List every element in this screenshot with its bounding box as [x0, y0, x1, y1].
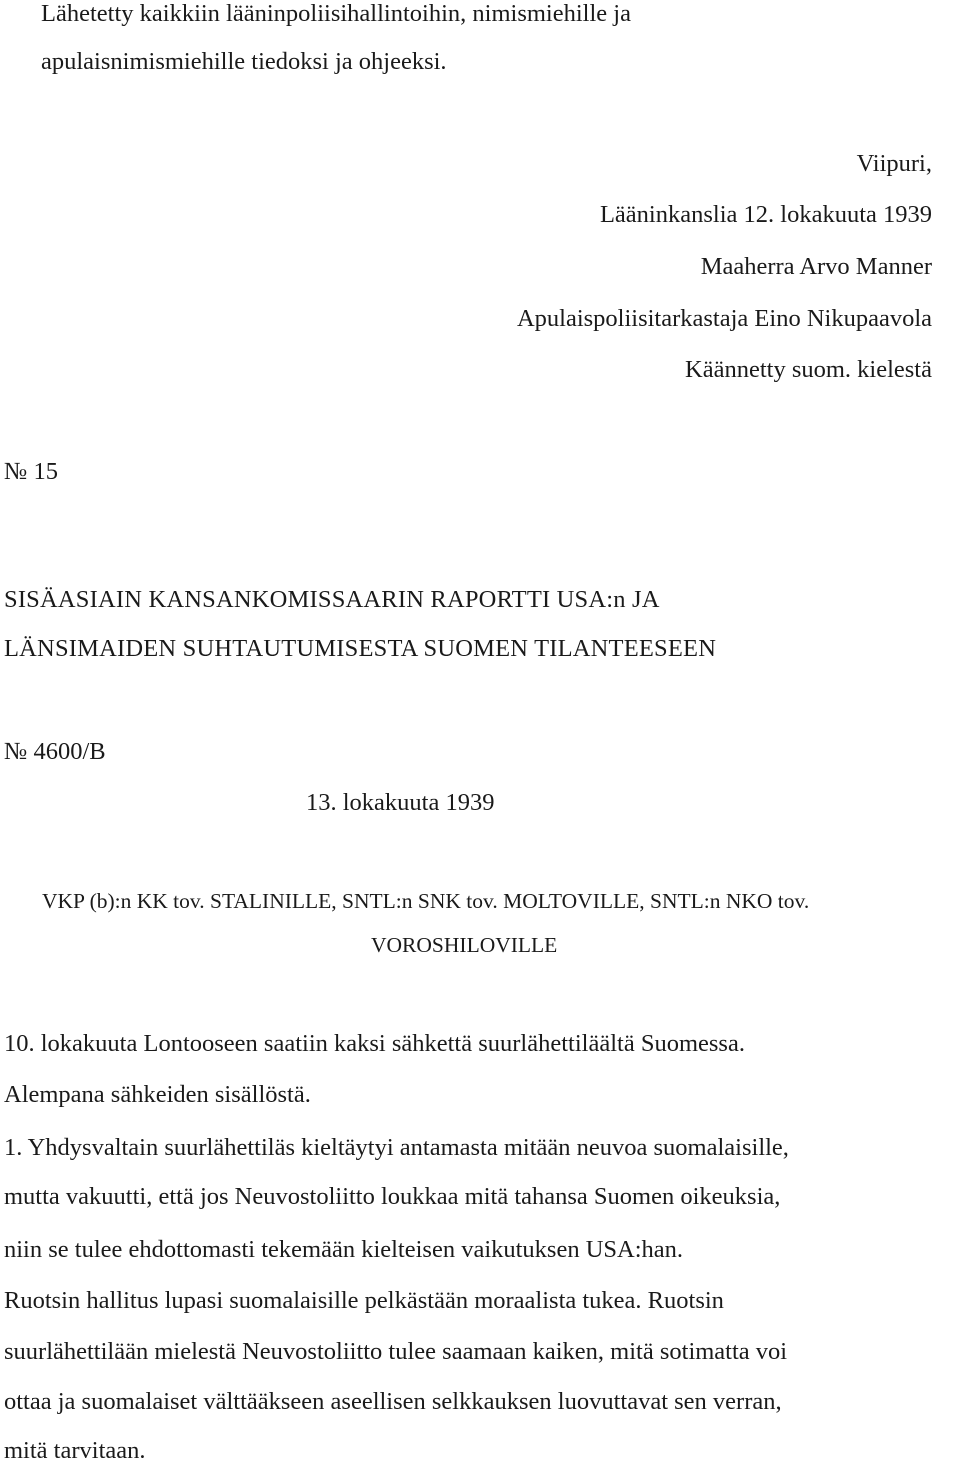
- paragraph-2-line-1: 1. Yhdysvaltain suurlähettiläs kieltäytyi antamasta mitään neuvoa suomalaisille,: [4, 1134, 789, 1161]
- paragraph-1-line-2: Alempana sähkeiden sisällöstä.: [4, 1081, 311, 1108]
- paragraph-2-line-5: suurlähettilään mielestä Neuvostoliitto tulee saamaan kaiken, mitä sotimatta voi: [4, 1338, 788, 1365]
- document-title-line-2: LÄNSIMAIDEN SUHTAUTUMISESTA SUOMEN TILANTEESEEN: [4, 635, 717, 662]
- paragraph-2-line-3: niin se tulee ehdottomasti tekemään kielteisen vaikutuksen USA:han.: [4, 1236, 684, 1263]
- signature-place: Viipuri,: [856, 150, 932, 177]
- signature-inspector: Apulaispoliisitarkastaja Eino Nikupaavola: [516, 305, 932, 332]
- address-line-1: VKP (b):n KK tov. STALINILLE, SNTL:n SNK tov. MOLTOVILLE, SNTL:n NKO tov.: [42, 889, 810, 913]
- signature-governor: Maaherra Arvo Manner: [700, 253, 932, 280]
- document-title-line-1: SISÄASIAIN KANSANKOMISSAARIN RAPORTTI USA:n JA: [4, 586, 660, 613]
- reference-number: № 4600/B: [4, 738, 106, 765]
- signature-office-date: Lääninkanslia 12. lokakuuta 1939: [599, 201, 932, 228]
- intro-line-1: Lähetetty kaikkiin lääninpoliisihallintoihin, nimismiehille ja: [41, 0, 631, 27]
- document-number: № 15: [4, 458, 59, 485]
- paragraph-1-line-1: 10. lokakuuta Lontooseen saatiin kaksi sähkettä suurlähettiläältä Suomessa.: [4, 1030, 745, 1057]
- intro-line-2: apulaisnimismiehille tiedoksi ja ohjeeksi.: [41, 48, 447, 75]
- paragraph-2-line-2: mutta vakuutti, että jos Neuvostoliitto loukkaa mitä tahansa Suomen oikeuksia,: [4, 1183, 781, 1210]
- paragraph-2-line-6: ottaa ja suomalaiset välttääkseen aseellisen selkkauksen luovuttavat sen verran,: [4, 1388, 782, 1415]
- signature-translated: Käännetty suom. kielestä: [685, 356, 932, 383]
- document-date: 13. lokakuuta 1939: [306, 789, 495, 816]
- paragraph-2-line-7: mitä tarvitaan.: [4, 1437, 146, 1464]
- address-line-2: VOROSHILOVILLE: [371, 933, 558, 957]
- paragraph-2-line-4: Ruotsin hallitus lupasi suomalaisille pelkästään moraalista tukea. Ruotsin: [4, 1287, 724, 1314]
